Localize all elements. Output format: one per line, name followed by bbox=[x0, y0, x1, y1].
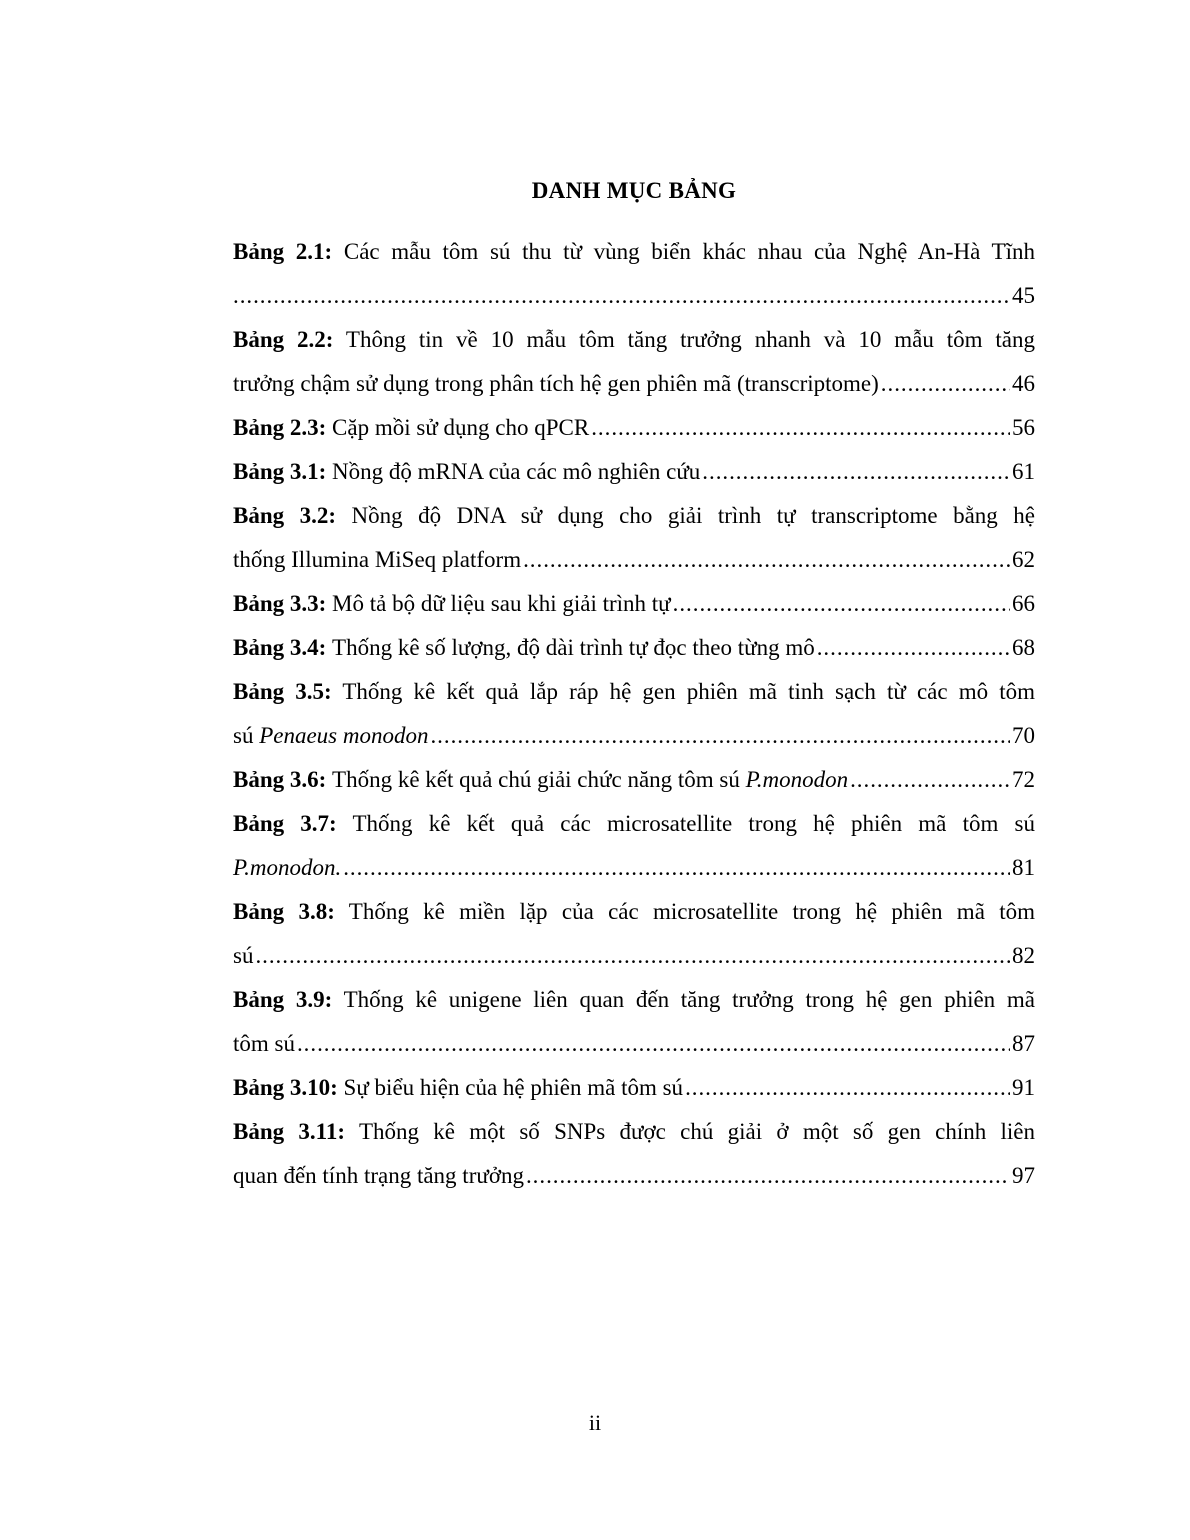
entry-page: 66 bbox=[1012, 591, 1035, 616]
leader-dots bbox=[430, 714, 1010, 758]
toc-entry-3-8[interactable] bbox=[233, 890, 1035, 978]
toc-entry-3-4[interactable] bbox=[233, 626, 1035, 670]
leader-dots bbox=[591, 406, 1010, 450]
entry-label: Bảng 2.3: bbox=[233, 415, 327, 440]
entry-title: Nồng độ mRNA của các mô nghiên cứu bbox=[332, 459, 701, 484]
entry-page: 61 bbox=[1012, 459, 1035, 484]
toc-entry-2-2[interactable] bbox=[233, 318, 1035, 406]
entry-title-cont: sú bbox=[233, 943, 254, 968]
toc-entry-3-10[interactable] bbox=[233, 1066, 1035, 1110]
entry-title: Mô tả bộ dữ liệu sau khi giải trình tự bbox=[332, 591, 671, 616]
entry-title-cont: trưởng chậm sử dụng trong phân tích hệ gen phiên mã (transcriptome) bbox=[233, 371, 879, 396]
entry-page: 68 bbox=[1012, 635, 1035, 660]
toc-entry-3-7[interactable] bbox=[233, 802, 1035, 890]
entry-page: 97 bbox=[1012, 1163, 1035, 1188]
entry-page: 91 bbox=[1012, 1075, 1035, 1100]
species-name: P.monodon. bbox=[233, 855, 342, 880]
entry-label: Bảng 3.4: bbox=[233, 635, 327, 660]
entry-title-cont: sú bbox=[233, 723, 254, 748]
entry-label: Bảng 3.10: bbox=[233, 1075, 338, 1100]
toc-entry-3-3[interactable] bbox=[233, 582, 1035, 626]
leader-dots bbox=[255, 934, 1010, 978]
entry-label: Bảng 2.2: bbox=[233, 327, 334, 352]
entry-label: Bảng 3.3: bbox=[233, 591, 327, 616]
entry-title: Thống kê kết quả lắp ráp hệ gen phiên mã tinh sạch từ các mô tôm bbox=[342, 679, 1035, 704]
entry-label: Bảng 2.1: bbox=[233, 239, 333, 264]
leader-dots bbox=[673, 582, 1010, 626]
entry-title: Thống kê unigene liên quan đến tăng trưởng trong hệ gen phiên mã bbox=[343, 987, 1035, 1012]
entry-title-cont: tôm sú bbox=[233, 1031, 295, 1056]
entry-label: Bảng 3.5: bbox=[233, 679, 332, 704]
entry-title: Thống kê kết quả các microsatellite trong hệ phiên mã tôm sú bbox=[352, 811, 1035, 836]
leader-dots bbox=[526, 1154, 1010, 1198]
entry-label: Bảng 3.1: bbox=[233, 459, 327, 484]
table-of-contents bbox=[233, 230, 1035, 1198]
entry-page: 87 bbox=[1012, 1031, 1035, 1056]
toc-entry-3-11[interactable] bbox=[233, 1110, 1035, 1198]
entry-title: Thống kê miền lặp của các microsatellite trong hệ phiên mã tôm bbox=[348, 899, 1035, 924]
toc-entry-3-9[interactable] bbox=[233, 978, 1035, 1066]
page-number: ii bbox=[588, 1410, 602, 1435]
leader-dots bbox=[233, 274, 1010, 318]
entry-title-cont: thống Illumina MiSeq platform bbox=[233, 547, 522, 572]
toc-entry-2-3[interactable] bbox=[233, 406, 1035, 450]
leader-dots bbox=[685, 1066, 1010, 1110]
entry-page: 62 bbox=[1012, 547, 1035, 572]
entry-title: Cặp mồi sử dụng cho qPCR bbox=[332, 415, 590, 440]
entry-page: 72 bbox=[1012, 767, 1035, 792]
leader-dots bbox=[850, 758, 1010, 802]
entry-page: 45 bbox=[1012, 283, 1035, 308]
entry-page: 46 bbox=[1012, 371, 1035, 396]
species-name: P.monodon bbox=[745, 767, 849, 792]
entry-label: Bảng 3.11: bbox=[233, 1119, 346, 1144]
entry-title: Thông tin về 10 mẫu tôm tăng trưởng nhanh và 10 mẫu tôm tăng bbox=[345, 327, 1035, 352]
leader-dots bbox=[881, 362, 1010, 406]
leader-dots bbox=[817, 626, 1010, 670]
leader-dots bbox=[523, 538, 1010, 582]
entry-title: Sự biểu hiện của hệ phiên mã tôm sú bbox=[343, 1075, 684, 1100]
page-title: DANH MỤC BẢNG bbox=[531, 178, 737, 203]
entry-label: Bảng 3.6: bbox=[233, 767, 327, 792]
leader-dots bbox=[702, 450, 1010, 494]
entry-page: 56 bbox=[1012, 415, 1035, 440]
toc-entry-2-1[interactable] bbox=[233, 230, 1035, 318]
entry-label: Bảng 3.7: bbox=[233, 811, 337, 836]
entry-title: Các mẫu tôm sú thu từ vùng biển khác nhau của Nghệ An-Hà Tĩnh bbox=[343, 239, 1035, 264]
entry-title-cont: quan đến tính trạng tăng trưởng bbox=[233, 1163, 524, 1188]
entry-page: 70 bbox=[1012, 723, 1035, 748]
entry-title: Thống kê số lượng, độ dài trình tự đọc theo từng mô bbox=[332, 635, 815, 660]
toc-entry-3-6[interactable] bbox=[233, 758, 1035, 802]
entry-title: Thống kê một số SNPs được chú giải ở một số gen chính liên bbox=[358, 1119, 1035, 1144]
entry-label: Bảng 3.9: bbox=[233, 987, 333, 1012]
entry-page: 81 bbox=[1012, 855, 1035, 880]
entry-page: 82 bbox=[1012, 943, 1035, 968]
entry-label: Bảng 3.8: bbox=[233, 899, 335, 924]
entry-title: Thống kê kết quả chú giải chức năng tôm sú bbox=[332, 767, 740, 792]
toc-entry-3-1[interactable] bbox=[233, 450, 1035, 494]
toc-entry-3-5[interactable] bbox=[233, 670, 1035, 758]
toc-entry-3-2[interactable] bbox=[233, 494, 1035, 582]
leader-dots bbox=[297, 1022, 1010, 1066]
leader-dots bbox=[343, 846, 1010, 890]
entry-title: Nồng độ DNA sử dụng cho giải trình tự transcriptome bằng hệ bbox=[351, 503, 1035, 528]
species-name: Penaeus monodon bbox=[259, 723, 429, 748]
entry-label: Bảng 3.2: bbox=[233, 503, 337, 528]
